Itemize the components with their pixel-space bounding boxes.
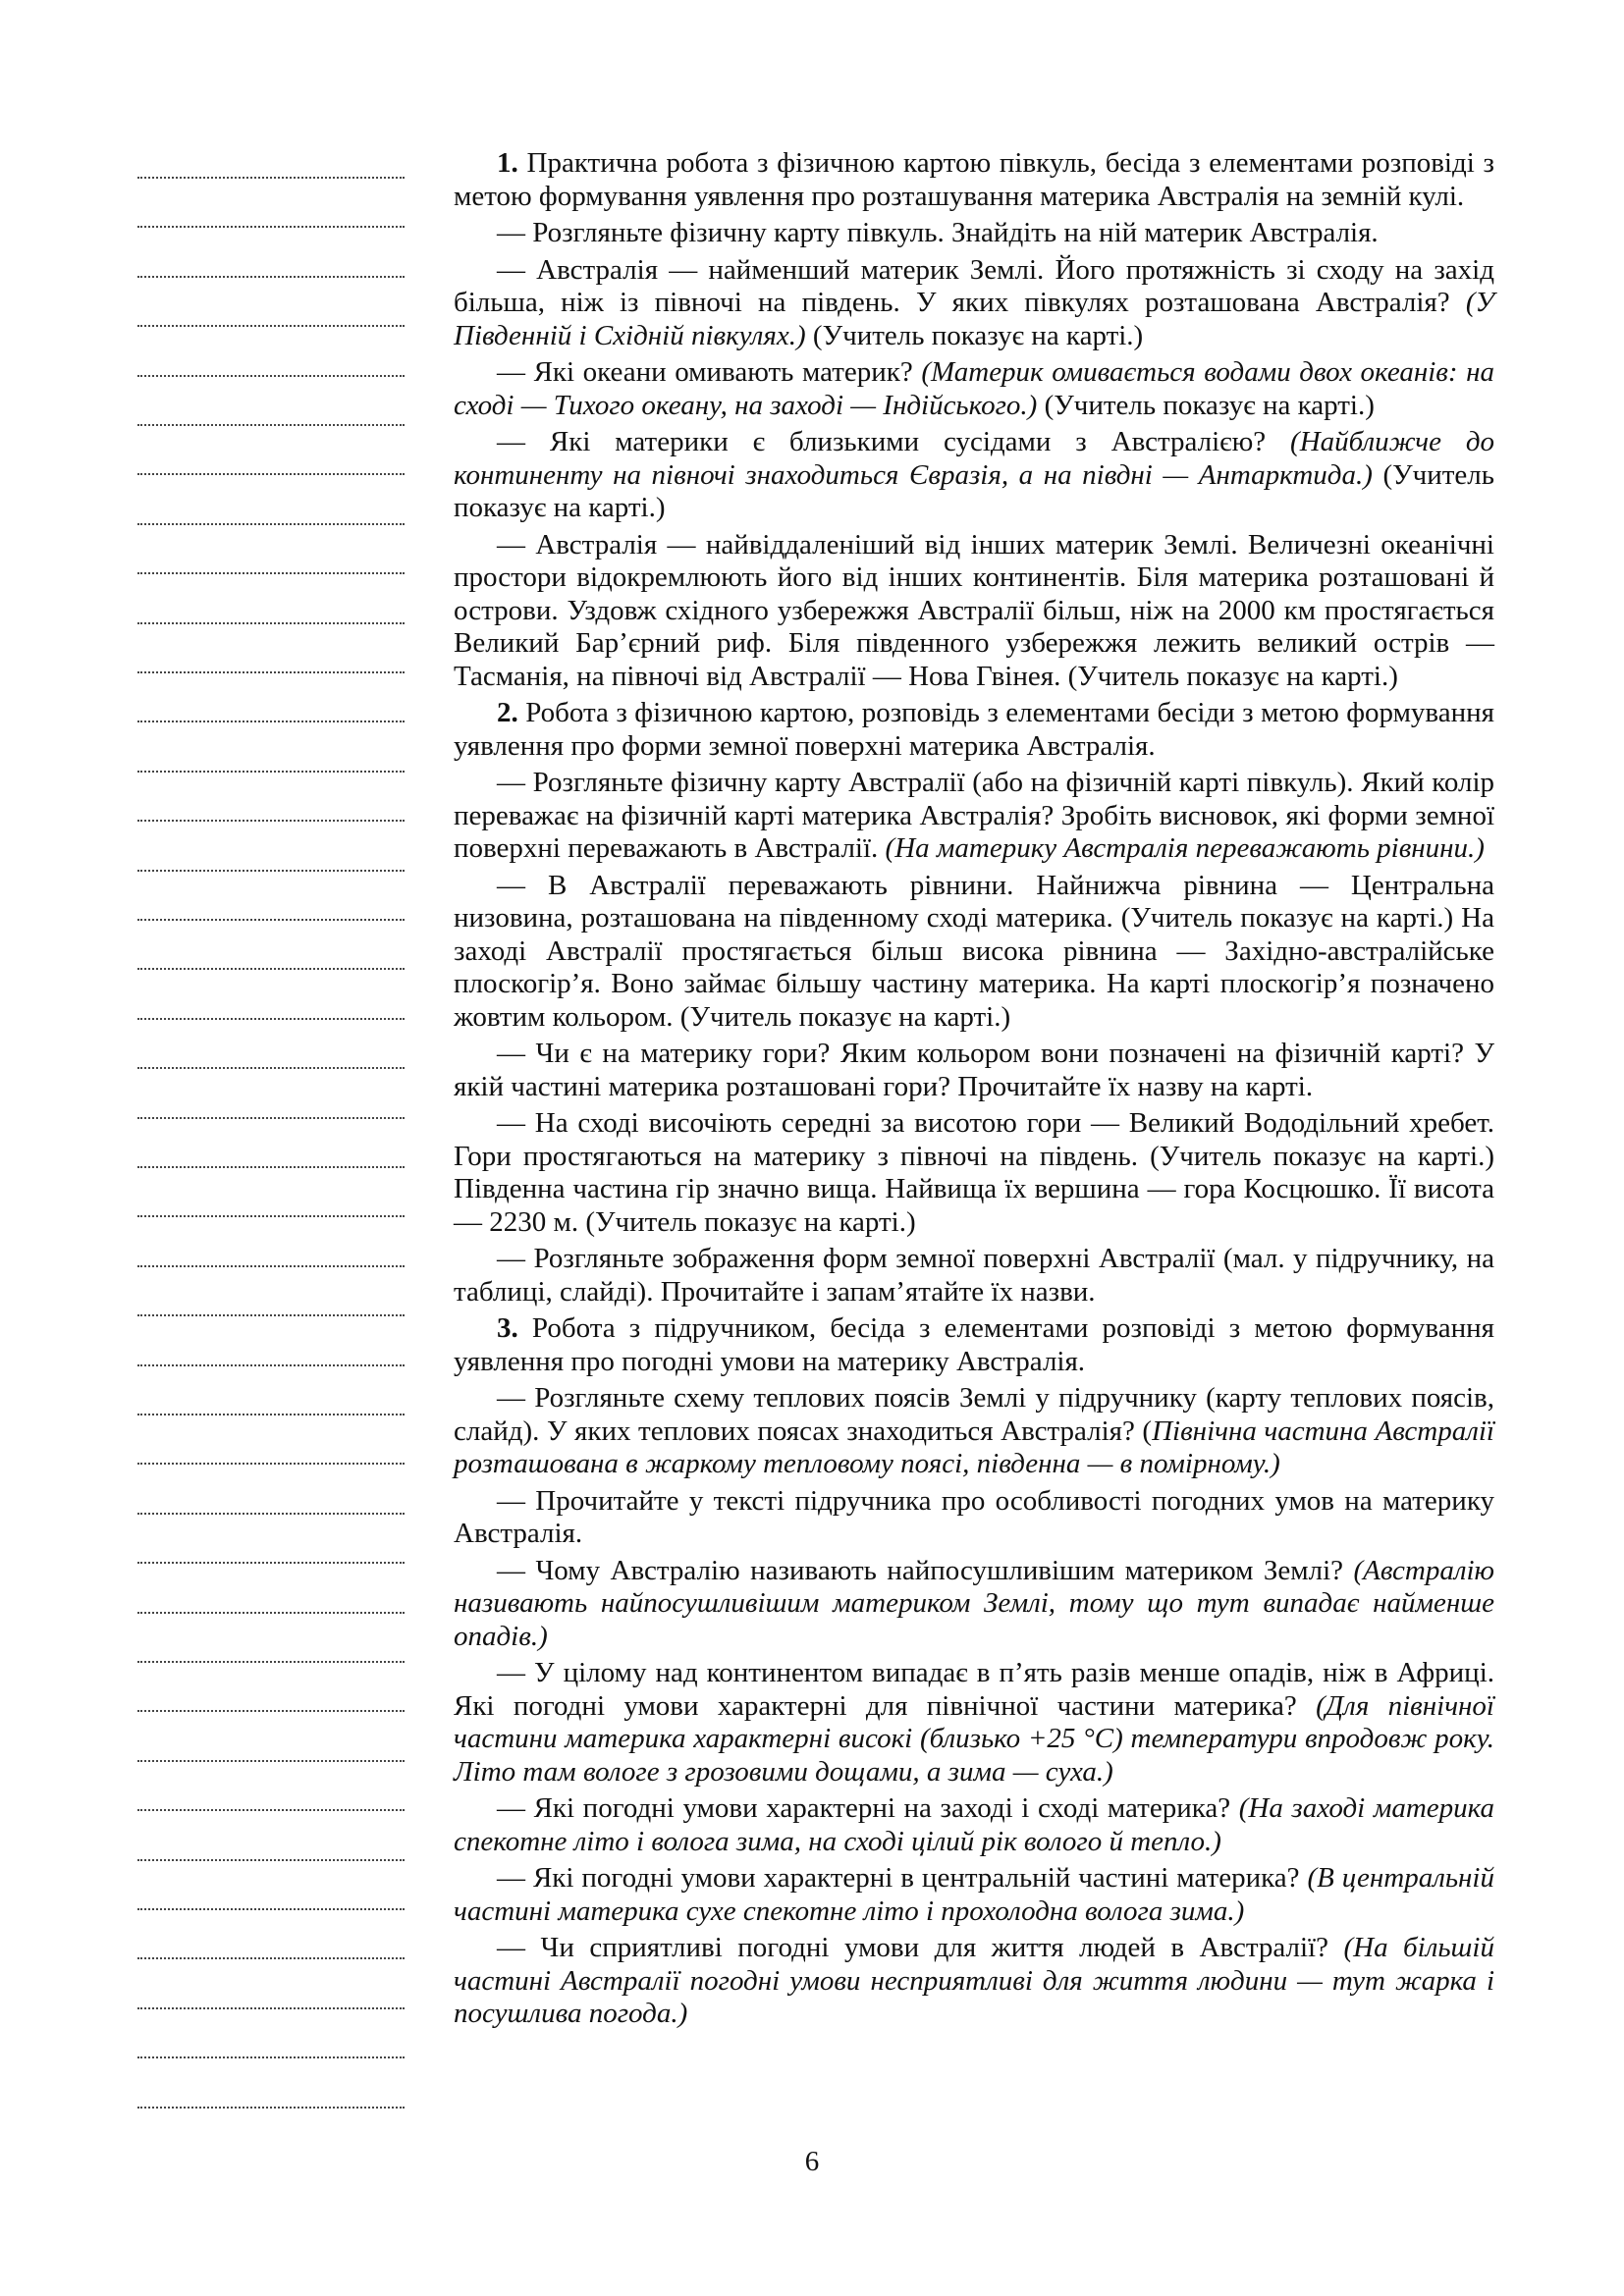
note-line [137,1513,405,1515]
notes-margin [137,98,405,2160]
note-line [137,1562,405,1564]
answer-text: (В центральній частині материка сухе спекотне літо і прохолодна волога зима.) [454,1862,1494,1927]
note-line [137,1117,405,1119]
note-line [137,870,405,872]
paragraph [454,1107,1494,1239]
note-line [137,2056,405,2058]
answer-text: (На заході материка спекотне літо і волога зима, на сході цілий рік волого й тепло.) [454,1792,1494,1857]
text-run: Робота з фізичною картою, розповідь з елементами бесіди з метою формування уявлення про форми земної поверхні материка Австралія. [454,697,1494,762]
answer-text: (Для північної частини материка характерні високі (близько +25 °С) температури впродовж року. Літо там вологе з грозовими дощами, а зима — суха.) [454,1689,1494,1788]
text-run: — В Австралії переважають рівнини. Найнижча рівнина — Центральна низовина, розташована на південному сході материка. (Учитель показує на карті.) На заході Австралії простягається більш висока рівнина — Західно-австралійське плоскогір’я. Воно займає більшу частину материка. На карті плоскогір’я позначено жовтим кольором. (Учитель показує на карті.) [454,869,1494,1033]
section-heading-paragraph [454,147,1494,213]
answer-text: (Материк омивається водами двох океанів: на сході — Тихого океану, на заході — Індійського.) [454,356,1494,421]
text-run: — Які материки є близькими сусідами з Австралією? [497,426,1291,457]
text-run: — Розгляньте схему теплових поясів Землі у підручнику (карту теплових поясів, слайд). У яких теплових поясах знаходиться Австралія? ( [454,1382,1494,1447]
note-line [137,1018,405,1020]
paragraph [454,1657,1494,1789]
note-line [137,226,405,228]
note-line [137,572,405,574]
section-number: 2. [497,697,518,728]
answer-text: (У Південній і Східній півкулях.) [454,287,1494,351]
text-run: — Австралія — найвіддаленіший від інших материк Землі. Величезні океанічні простори відокремлюють його від інших континентів. Біля материка розташовані й острови. Уздовж східного узбережжя Австралії більш, ніж на 2000 км простягається Великий Бар’єрний риф. Біля південного узбережжя лежить великий острів — Тасманія, на півночі від Австралії — Нова Гвінея. (Учитель показує на карті.) [454,528,1494,692]
note-line [137,1364,405,1366]
note-line [137,1166,405,1168]
paragraph [454,767,1494,866]
text-run: (Учитель показує на карті.) [805,319,1144,351]
text-run: — Розгляньте фізичну карту Австралії (або на фізичній карті півкуль). Який колір переважає на фізичній карті материка Австралія? Зробіть висновок, які форми земної поверхні переважають в Австралії. [454,767,1494,864]
text-run: — Чи сприятливі погодні умови для життя людей в Австралії? [497,1932,1344,1963]
paragraph [454,529,1494,694]
note-line [137,1908,405,1910]
note-line [137,1710,405,1712]
paragraph [454,870,1494,1035]
section-number: 3. [497,1312,518,1344]
answer-text: (Найближче до континенту на півночі знаходиться Євразія, а на півдні — Антарктида.) [454,426,1494,491]
note-line [137,1612,405,1614]
paragraph [454,1792,1494,1858]
note-line [137,968,405,970]
section-number: 1. [497,147,518,179]
note-line [137,375,405,377]
note-line [137,1067,405,1069]
text-run: (Учитель показує на карті.) [454,458,1494,523]
paragraph [454,1862,1494,1928]
note-line [137,1215,405,1217]
note-line [137,1463,405,1465]
paragraph [454,1382,1494,1481]
paragraph [454,1932,1494,2031]
note-line [137,523,405,525]
note-line [137,2107,405,2109]
paragraph [454,217,1494,250]
paragraph [454,356,1494,422]
section-heading-paragraph [454,1312,1494,1378]
text-run: — На сході височіють середні за висотою гори — Великий Вододільний хребет. Гори простягаються на материку з півночі на південь. (Учитель показує на карті.) Південна частина гір значно вища. Найвища їх вершина — гора Косцюшко. Її висота — 2230 м. (Учитель показує на карті.) [454,1107,1494,1238]
note-line [137,1809,405,1811]
text-run: — У цілому над континентом випадає в п’ять разів менше опадів, ніж в Африці. Які погодні умови характерні для північної частини материка? [454,1657,1494,1722]
note-line [137,1957,405,1959]
text-run: — Прочитайте у тексті підручника про особливості погодних умов на материку Австралія. [454,1484,1494,1549]
text-run: — Австралія — найменший материк Землі. Його протяжність зі сходу на захід більша, ніж із півночі на південь. У яких півкулях розташована Австралія? [454,253,1494,318]
note-line [137,622,405,624]
text-run: — Які погодні умови характерні в центральній частині материка? [497,1862,1308,1894]
text-run: — Які океани омивають материк? [497,356,922,388]
text-run: Практична робота з фізичною картою півкуль, бесіда з елементами розповіді з метою формування уявлення про розташування материка Австралія на земній кулі. [454,147,1494,212]
note-line [137,771,405,773]
text-run: — Розгляньте зображення форм земної поверхні Австралії (мал. у підручнику, на таблиці, слайді). Прочитайте і запам’ятайте їх назви. [454,1243,1494,1308]
note-line [137,2007,405,2009]
note-line [137,424,405,426]
text-run: — Чому Австралію називають найпосушливішим материком Землі? [497,1554,1354,1586]
note-line [137,325,405,327]
answer-text: Північна частина Австралії розташована в жаркому тепловому поясі, південна — в помірному.) [454,1415,1494,1479]
paragraph [454,1038,1494,1103]
answer-text: (На материку Австралія переважають рівнини.) [885,832,1485,864]
text-run: — Чи є на материку гори? Яким кольором вони позначені на фізичній карті? У якій частині материка розташовані гори? Прочитайте їх назву на карті. [454,1038,1494,1102]
page-number: 6 [804,2146,820,2177]
note-line [137,177,405,179]
paragraph [454,1555,1494,1654]
note-line [137,721,405,722]
text-run: Робота з підручником, бесіда з елементами розповіді з метою формування уявлення про погодні умови на материку Австралія. [454,1312,1494,1377]
note-line [137,820,405,822]
note-line [137,1859,405,1861]
note-line [137,919,405,921]
note-line [137,1760,405,1762]
paragraph [454,1485,1494,1551]
paragraph [454,1243,1494,1308]
answer-text: (Австралію називають найпосушливішим материком Землі, тому що тут випадає найменше опадів.) [454,1554,1494,1652]
text-run: (Учитель показує на карті.) [1037,389,1375,421]
section-heading-paragraph [454,697,1494,763]
text-run: — Які погодні умови характерні на заході і сході материка? [497,1792,1239,1824]
note-line [137,473,405,475]
note-line [137,276,405,278]
paragraph [454,254,1494,353]
paragraph [454,426,1494,525]
note-line [137,1414,405,1415]
note-line [137,671,405,673]
text-run: — Розгляньте фізичну карту півкуль. Знайдіть на ній материк Австралія. [497,217,1379,248]
note-line [137,1265,405,1267]
answer-text: (На більшій частині Австралії погодні умови несприятливі для життя людини — тут жарка і посушлива погода.) [454,1932,1494,2029]
note-line [137,1314,405,1316]
main-text [454,147,1494,2035]
note-line [137,1661,405,1663]
